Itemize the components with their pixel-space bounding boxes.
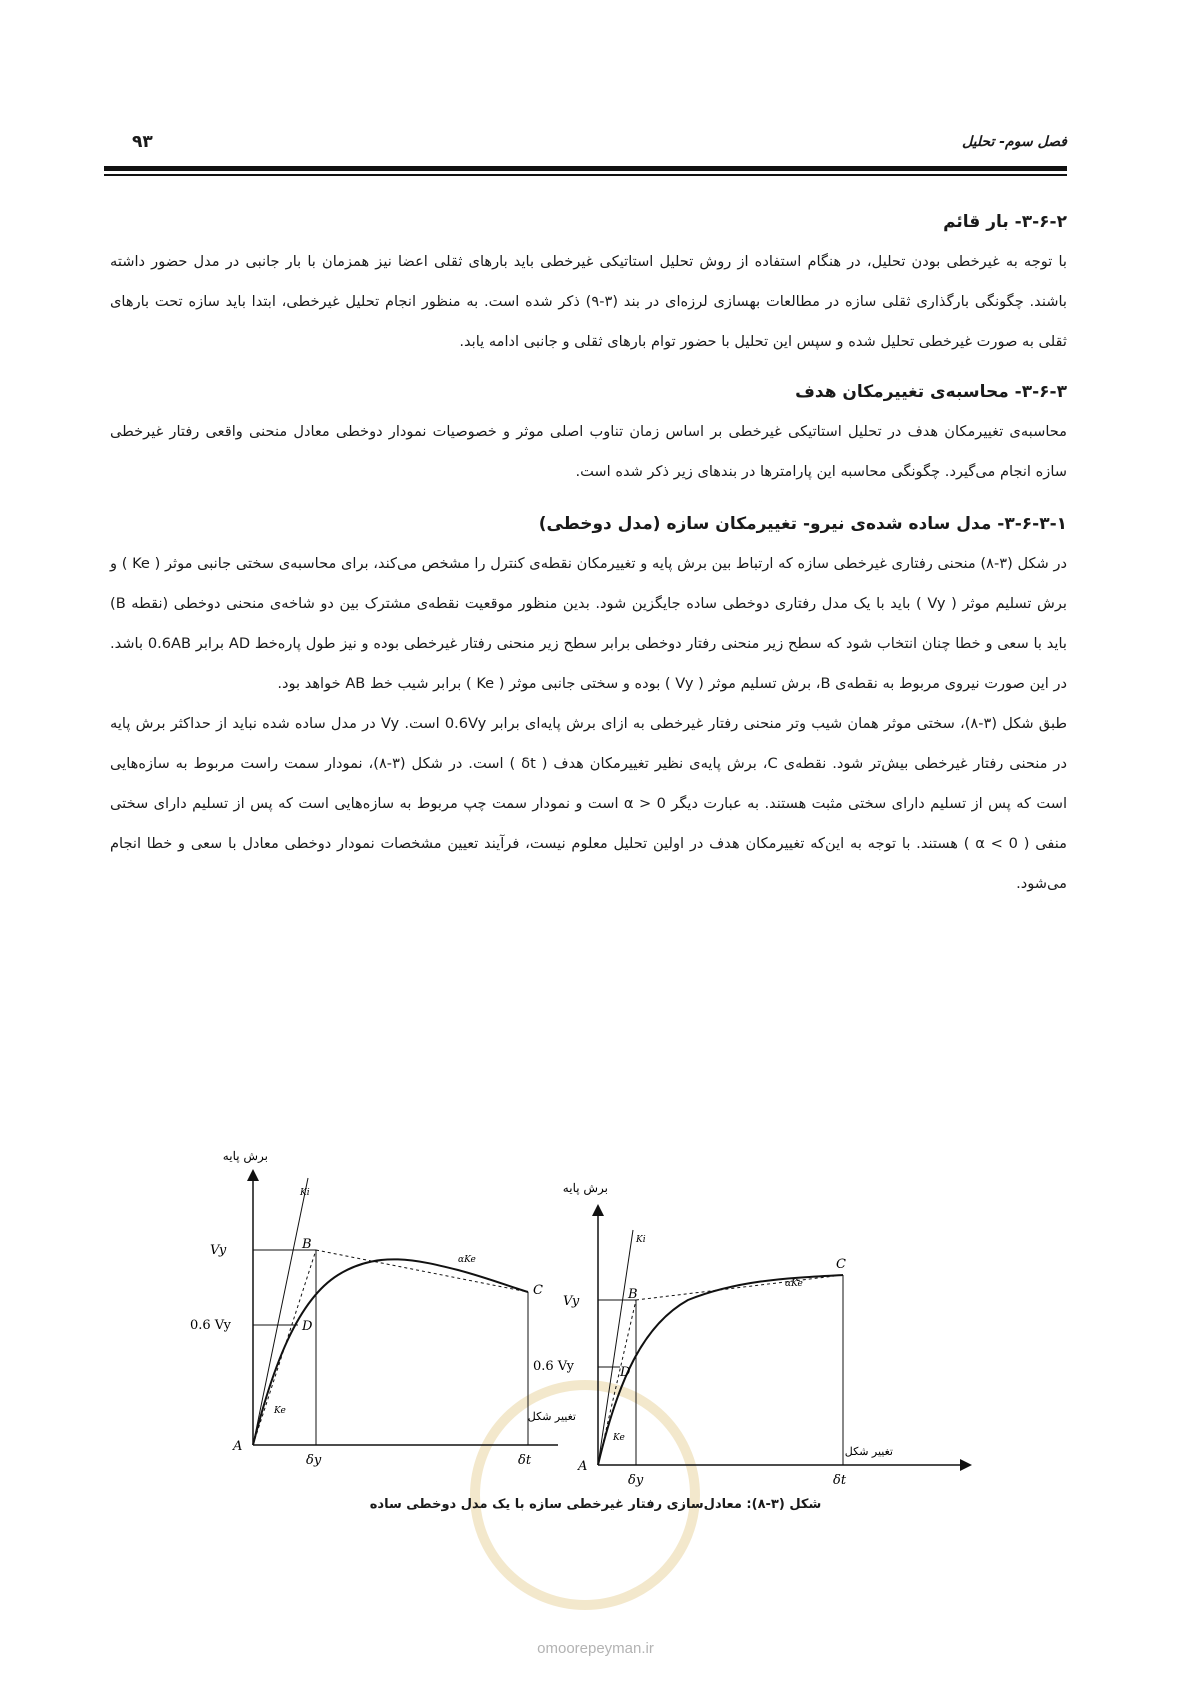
footer-url[interactable]: omoorepeyman.ir xyxy=(537,1640,654,1657)
page-number: ۹۳ xyxy=(132,132,153,152)
left-dy-label: δy xyxy=(306,1453,322,1468)
right-B-label: B xyxy=(628,1287,638,1302)
right-xlabel: تغییر شکل xyxy=(844,1445,893,1458)
right-ylabel: برش پایه xyxy=(562,1181,608,1195)
right-diagram xyxy=(528,1181,966,1488)
right-ki-label: Ki xyxy=(636,1235,646,1245)
page-header xyxy=(104,128,1067,158)
left-curve xyxy=(253,1259,528,1445)
left-xlabel: تغییر شکل xyxy=(527,1410,576,1423)
left-vy-label: Vy xyxy=(210,1243,227,1258)
left-ki-line xyxy=(253,1178,308,1445)
paragraph: با توجه به غیرخطی بودن تحلیل، در هنگام استفاده از روش تحلیل استاتیکی غیرخطی باید بارهای ثقلی اعضا نیز همزمان با بار جانبی در مدل حضور داشته باشند. چگونگی بارگذاری ثقلی سازه در مطالعات بهسازی لرزه‌ای در بند (۳-۹) ذکر شده است. به منظور انجام تحلیل غیرخطی، ابتدا باید سازه تحت بارهای ثقلی به صورت غیرخطی تحلیل شده و سپس این تحلیل با حضور توام بارهای ثقلی و جانبی ادامه یابد. xyxy=(110,253,1067,350)
section-heading: ۳-۶-۲- بار قائم xyxy=(943,212,1067,232)
right-06vy-label: 0.6 Vy xyxy=(533,1359,575,1374)
left-C-label: C xyxy=(533,1283,543,1298)
section-heading: ۳-۶-۳- محاسبه‌ی تغییرمکان هدف xyxy=(795,382,1067,402)
left-ake-label: αKe xyxy=(458,1255,476,1265)
right-ake-label: αKe xyxy=(785,1279,803,1289)
left-ke-label: Ke xyxy=(274,1406,286,1416)
figure-caption: شکل (۳-۸): معادل‌سازی رفتار غیرخطی سازه با یک مدل دوخطی ساده xyxy=(369,1497,822,1512)
right-ki-line xyxy=(598,1230,633,1465)
left-B-label: B xyxy=(302,1237,312,1252)
paragraph: طبق شکل (۳-۸)، سختی موثر همان شیب وتر منحنی رفتار غیرخطی به ازای برش پایه‌ای برابر 0.6Vy است. Vy در مدل ساده شده نباید از حداکثر برش پایه در منحنی رفتار غیرخطی بیش‌تر شود. نقطه‌ی C، برش پایه‌ی نظیر تغییرمکان هدف ( δt ) است. در شکل (۳-۸)، نمودار سمت راست مربوط به سازه‌هایی است که پس از تسلیم دارای سختی مثبت هستند. به عبارت دیگر α > 0 است و نمودار سمت چپ مربوط به سازه‌هایی است که پس از تسلیم دارای سختی منفی ( α < 0 ) هستند. با توجه به این‌که تغییرمکان هدف در اولین تحلیل معلوم نیست، فرآیند تعیین مشخصات نمودار دوخطی معادل با سعی و خطا انجام می‌شود. xyxy=(110,715,1068,892)
chapter-title: فصل سوم- تحلیل xyxy=(961,134,1067,150)
right-C-label: C xyxy=(836,1257,846,1272)
right-ke-label: Ke xyxy=(613,1433,625,1443)
left-dt-label: δt xyxy=(518,1453,532,1468)
left-D-label: D xyxy=(302,1319,313,1334)
left-06vy-label: 0.6 Vy xyxy=(190,1318,232,1333)
right-D-label: D xyxy=(620,1365,631,1380)
left-diagram xyxy=(190,1149,558,1468)
paragraph: در شکل (۳-۸) منحنی رفتاری غیرخطی سازه که ارتباط بین برش پایه و تغییرمکان نقطه‌ی کنترل را مشخص می‌کند، برای محاسبه‌ی سختی جانبی موثر ( Ke ) و برش تسلیم موثر ( Vy ) باید با یک مدل رفتاری دوخطی ساده جایگزین شود. بدین منظور موقعیت نقطه‌ی مشترک بین دو شاخه‌ی منحنی دوخطی (نقطه B) باید با سعی و خطا چنان انتخاب شود که سطح زیر منحنی رفتار دوخطی برابر سطح زیر منحنی رفتار غیرخطی بوده و نیز طول پاره‌خط AD برابر 0.6AB باشد. در این صورت نیروی مربوط به نقطه‌ی B، برش تسلیم موثر ( Vy ) بوده و سختی جانبی موثر ( Ke ) برابر شیب خط AB خواهد بود. xyxy=(110,555,1068,692)
left-ki-label: Ki xyxy=(300,1188,310,1198)
left-A-label: A xyxy=(233,1439,243,1454)
right-dy-label: δy xyxy=(628,1473,644,1488)
figure-bilinear-model xyxy=(188,1149,978,1488)
figure-svg xyxy=(188,1149,978,1488)
main-content xyxy=(110,212,1067,904)
header-rule xyxy=(104,166,1067,171)
right-vy-label: Vy xyxy=(563,1294,580,1309)
right-bc-line xyxy=(636,1275,843,1300)
header-rule-thin xyxy=(104,174,1067,176)
right-curve xyxy=(598,1275,843,1465)
paragraph: محاسبه‌ی تغییرمکان هدف در تحلیل استاتیکی غیرخطی بر اساس زمان تناوب اصلی موثر و خصوصیات نمودار دوخطی معادل منحنی واقعی رفتار غیرخطی سازه انجام می‌گیرد. چگونگی محاسبه این پارامترها در بندهای زیر ذکر شده است. xyxy=(110,423,1067,480)
right-dt-label: δt xyxy=(833,1473,847,1488)
left-bc-line xyxy=(316,1250,528,1292)
left-ylabel: برش پایه xyxy=(222,1149,268,1163)
right-A-label: A xyxy=(578,1459,588,1474)
section-heading: ۳-۶-۳-۱- مدل ساده شده‌ی نیرو- تغییرمکان سازه (مدل دوخطی) xyxy=(538,514,1067,534)
